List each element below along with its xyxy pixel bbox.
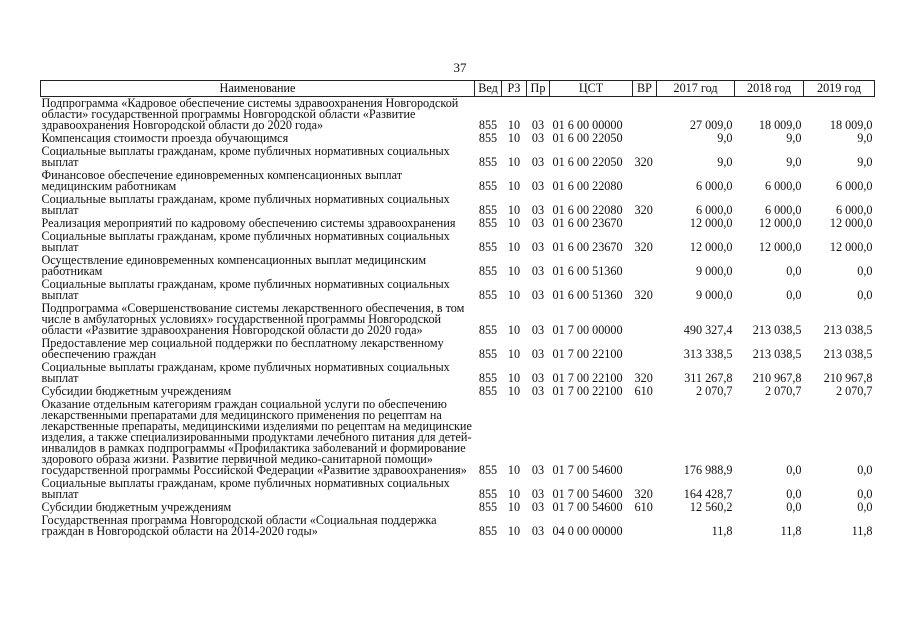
row-2018: 0,0 (786, 487, 802, 501)
table-row (41, 193, 875, 217)
row-ved: 855 (478, 524, 498, 538)
row-2018: 9,0 (786, 131, 802, 145)
table-row (41, 230, 875, 254)
header-2019: 2019 год (804, 81, 875, 97)
table-row (41, 278, 875, 302)
table-row (41, 514, 875, 538)
header-cst: ЦСТ (550, 81, 633, 97)
row-name: Субсидии бюджетным учреждениям (41, 384, 232, 398)
row-cst: 01 6 00 51360 (552, 288, 623, 302)
row-pr: 03 (531, 288, 545, 302)
row-2017: 490 327,4 (683, 323, 733, 337)
row-2018: 12 000,0 (758, 216, 802, 230)
row-2019: 210 967,8 (823, 371, 873, 385)
row-vr (633, 132, 657, 145)
table-row (41, 97, 875, 133)
row-cst: 01 6 00 22080 (552, 179, 623, 193)
row-cst: 01 6 00 22050 (552, 131, 623, 145)
row-ved: 855 (478, 131, 498, 145)
row-cst: 01 6 00 23670 (552, 240, 623, 254)
row-2017: 176 988,9 (683, 463, 733, 477)
row-pr: 03 (531, 347, 545, 361)
row-pr: 03 (531, 487, 545, 501)
row-cst: 01 6 00 22080 (552, 203, 623, 217)
row-rz: 10 (507, 240, 521, 254)
row-ved: 855 (478, 288, 498, 302)
row-pr: 03 (531, 179, 545, 193)
row-ved: 855 (478, 216, 498, 230)
row-2017: 6 000,0 (695, 179, 733, 193)
table-row (41, 254, 875, 278)
row-2017: 313 338,5 (683, 347, 733, 361)
row-cst: 01 7 00 22100 (552, 347, 623, 361)
row-2019: 0,0 (857, 487, 873, 501)
row-cst: 01 7 00 54600 (552, 487, 623, 501)
row-name: Оказание отдельным категориям граждан социальной услуги по обеспечению лекарственными препаратами для медицинского применения по рецептам на лекарственные препараты, медицинскими изделиями по рецептам на медицинские изделия, а также специализированными продуктами лечебного питания для детей-инвалидов в рамках подпрограммы «Профилактика заболеваний и формирование здорового образа жизни. Развитие первичной медико-санитарной помощи» государственной программы Российской Федерации «Развитие здравоохранения» (41, 397, 472, 477)
row-2017: 27 009,0 (689, 118, 733, 132)
row-2019: 12 000,0 (829, 216, 873, 230)
row-vr: 320 (634, 288, 653, 302)
row-cst: 01 6 00 22050 (552, 155, 623, 169)
row-ved: 855 (478, 323, 498, 337)
row-rz: 10 (507, 500, 521, 514)
row-name: Финансовое обеспечение единовременных компенсационных выплат медицинским работникам (41, 168, 403, 193)
row-ved: 855 (478, 240, 498, 254)
row-pr: 03 (531, 131, 545, 145)
row-2018: 0,0 (786, 264, 802, 278)
row-ved: 855 (478, 487, 498, 501)
row-rz: 10 (507, 264, 521, 278)
row-ved: 855 (478, 155, 498, 169)
row-name: Государственная программа Новгородской области «Социальная поддержка граждан в Новгородской области на 2014-2020 годы» (41, 513, 437, 538)
row-rz: 10 (507, 288, 521, 302)
row-2019: 9,0 (857, 155, 873, 169)
row-pr: 03 (531, 216, 545, 230)
row-2019: 9,0 (857, 131, 873, 145)
row-vr: 610 (634, 500, 653, 514)
row-2018: 18 009,0 (758, 118, 802, 132)
row-cst: 01 6 00 23670 (552, 216, 623, 230)
row-2018: 213 038,5 (752, 347, 802, 361)
row-2019: 0,0 (857, 264, 873, 278)
row-rz: 10 (507, 463, 521, 477)
row-name: Социальные выплаты гражданам, кроме публичных нормативных социальных выплат (41, 229, 450, 254)
header-name: Наименование (41, 81, 475, 97)
row-ved: 855 (478, 384, 498, 398)
row-2017: 6 000,0 (695, 203, 733, 217)
row-2018: 6 000,0 (764, 203, 802, 217)
row-rz: 10 (507, 371, 521, 385)
row-2017: 12 560,2 (689, 500, 733, 514)
row-name: Социальные выплаты гражданам, кроме публичных нормативных социальных выплат (41, 360, 450, 385)
row-rz: 10 (507, 323, 521, 337)
row-vr (633, 169, 657, 193)
table-row (41, 477, 875, 501)
row-name: Предоставление мер социальной поддержки по бесплатному лекарственному обеспечению граждан (41, 336, 444, 361)
row-ved: 855 (478, 463, 498, 477)
table-header-row (41, 81, 875, 97)
row-2017: 9 000,0 (695, 288, 733, 302)
row-pr: 03 (531, 264, 545, 278)
header-2018: 2018 год (735, 81, 804, 97)
row-2018: 210 967,8 (752, 371, 802, 385)
row-pr: 03 (531, 371, 545, 385)
row-cst: 01 7 00 22100 (552, 384, 623, 398)
row-2018: 9,0 (786, 155, 802, 169)
header-pr: Пр (527, 81, 550, 97)
table-row (41, 361, 875, 385)
row-rz: 10 (507, 524, 521, 538)
row-name: Социальные выплаты гражданам, кроме публичных нормативных социальных выплат (41, 192, 450, 217)
row-cst: 01 7 00 54600 (552, 500, 623, 514)
row-vr: 320 (634, 203, 653, 217)
row-2017: 12 000,0 (689, 216, 733, 230)
row-2017: 9,0 (717, 155, 733, 169)
row-pr: 03 (531, 155, 545, 169)
row-2019: 213 038,5 (823, 323, 873, 337)
row-name: Реализация мероприятий по кадровому обеспечению системы здравоохранения (41, 216, 456, 230)
row-rz: 10 (507, 347, 521, 361)
row-rz: 10 (507, 384, 521, 398)
row-vr: 320 (634, 487, 653, 501)
row-2018: 2 070,7 (764, 384, 802, 398)
row-cst: 01 6 00 51360 (552, 264, 623, 278)
table-row (41, 398, 875, 477)
row-2019: 2 070,7 (835, 384, 873, 398)
row-name: Социальные выплаты гражданам, кроме публичных нормативных социальных выплат (41, 277, 450, 302)
row-vr (633, 254, 657, 278)
row-2018: 0,0 (786, 463, 802, 477)
row-vr: 320 (634, 371, 653, 385)
row-vr (633, 337, 657, 361)
row-vr (633, 514, 657, 538)
table-row (41, 337, 875, 361)
row-rz: 10 (507, 179, 521, 193)
row-pr: 03 (531, 500, 545, 514)
table-row (41, 169, 875, 193)
header-vr: ВР (633, 81, 657, 97)
row-2018: 0,0 (786, 500, 802, 514)
row-ved: 855 (478, 203, 498, 217)
row-vr: 320 (634, 155, 653, 169)
row-name: Подпрограмма «Совершенствование системы лекарственного обеспечения, в том числе в амбулаторных условиях» государственной программы Новгородской области «Развитие здравоохранения Новгородской области до 2020 года» (41, 301, 465, 337)
row-vr: 610 (634, 384, 653, 398)
row-2019: 6 000,0 (835, 203, 873, 217)
row-2019: 6 000,0 (835, 179, 873, 193)
row-pr: 03 (531, 118, 545, 132)
row-rz: 10 (507, 131, 521, 145)
row-pr: 03 (531, 323, 545, 337)
row-pr: 03 (531, 384, 545, 398)
row-rz: 10 (507, 155, 521, 169)
row-2018: 12 000,0 (758, 240, 802, 254)
row-ved: 855 (478, 347, 498, 361)
row-2019: 0,0 (857, 500, 873, 514)
row-rz: 10 (507, 203, 521, 217)
row-vr (633, 217, 657, 230)
row-2018: 213 038,5 (752, 323, 802, 337)
row-vr (633, 97, 657, 133)
row-rz: 10 (507, 118, 521, 132)
row-cst: 01 6 00 00000 (552, 118, 623, 132)
row-pr: 03 (531, 203, 545, 217)
table-row (41, 145, 875, 169)
row-name: Подпрограмма «Кадровое обеспечение системы здравоохранения Новгородской области» государственной программы Новгородской области «Развитие здравоохранения Новгородской области до 2020 года» (41, 96, 459, 132)
row-2018: 0,0 (786, 288, 802, 302)
row-vr: 320 (634, 240, 653, 254)
row-ved: 855 (478, 264, 498, 278)
row-pr: 03 (531, 463, 545, 477)
row-2019: 0,0 (857, 288, 873, 302)
row-2019: 11,8 (851, 524, 873, 538)
row-2019: 18 009,0 (829, 118, 873, 132)
row-rz: 10 (507, 216, 521, 230)
page-number: 37 (453, 60, 467, 75)
row-rz: 10 (507, 487, 521, 501)
row-2017: 164 428,7 (683, 487, 733, 501)
row-2019: 0,0 (857, 463, 873, 477)
row-2017: 9,0 (717, 131, 733, 145)
row-ved: 855 (478, 500, 498, 514)
row-name: Компенсация стоимости проезда обучающимся (41, 131, 289, 145)
row-name: Социальные выплаты гражданам, кроме публичных нормативных социальных выплат (41, 144, 450, 169)
row-2017: 11,8 (711, 524, 733, 538)
header-rz: РЗ (502, 81, 527, 97)
row-pr: 03 (531, 524, 545, 538)
table-row (41, 302, 875, 337)
row-2018: 11,8 (780, 524, 802, 538)
row-2017: 311 267,8 (684, 371, 733, 385)
row-2018: 6 000,0 (764, 179, 802, 193)
header-2017: 2017 год (657, 81, 735, 97)
row-vr (633, 398, 657, 477)
row-ved: 855 (478, 371, 498, 385)
row-pr: 03 (531, 240, 545, 254)
row-2019: 213 038,5 (823, 347, 873, 361)
row-ved: 855 (478, 118, 498, 132)
row-ved: 855 (478, 179, 498, 193)
row-2017: 2 070,7 (695, 384, 733, 398)
row-cst: 01 7 00 54600 (552, 463, 623, 477)
row-name: Субсидии бюджетным учреждениям (41, 500, 232, 514)
row-vr (633, 302, 657, 337)
row-2017: 12 000,0 (689, 240, 733, 254)
row-name: Осуществление единовременных компенсационных выплат медицинским работникам (41, 253, 427, 278)
row-name: Социальные выплаты гражданам, кроме публичных нормативных социальных выплат (41, 476, 450, 501)
row-2019: 12 000,0 (829, 240, 873, 254)
row-cst: 01 7 00 22100 (552, 371, 623, 385)
budget-table (40, 80, 875, 538)
header-ved: Вед (475, 81, 502, 97)
row-cst: 01 7 00 00000 (552, 323, 623, 337)
row-2017: 9 000,0 (695, 264, 733, 278)
row-cst: 04 0 00 00000 (552, 524, 623, 538)
